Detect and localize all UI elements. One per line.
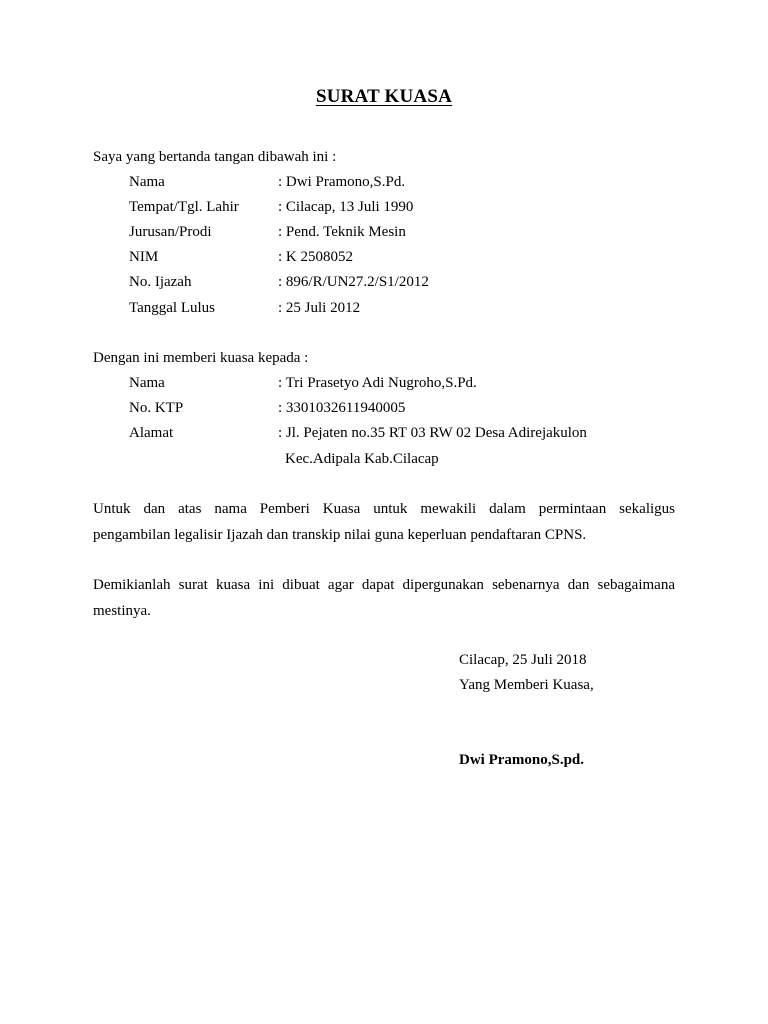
closing-paragraph [93,572,675,624]
grantor-name-label: Nama [129,174,165,190]
purpose-paragraph [93,496,675,548]
grantor-major-value: : Pend. Teknik Mesin [278,224,406,240]
closing-line: mestinya. [93,603,151,619]
grantor-diploma-label: No. Ijazah [129,274,192,290]
grantor-nim-value: : K 2508052 [278,249,353,265]
purpose-line: Untuk dan atas nama Pemberi Kuasa untuk mewakili dalam permintaan sekaligus [93,501,675,517]
grantor-diploma-value: : 896/R/UN27.2/S1/2012 [278,274,429,290]
place-date: Cilacap, 25 Juli 2018 [459,652,587,668]
grantee-ktp-label: No. KTP [129,400,184,416]
grantor-birth-label: Tempat/Tgl. Lahir [129,199,239,215]
grantee-intro: Dengan ini memberi kuasa kepada : [93,350,309,366]
grantor-birth-value: : Cilacap, 13 Juli 1990 [278,199,414,215]
grantee-name-value: : Tri Prasetyo Adi Nugroho,S.Pd. [278,375,477,391]
signer-role: Yang Memberi Kuasa, [459,677,594,693]
grantor-intro: Saya yang bertanda tangan dibawah ini : [93,149,337,165]
grantee-name-label: Nama [129,375,165,391]
signer-name: Dwi Pramono,S.pd. [459,752,585,768]
grantor-graduation-label: Tanggal Lulus [129,300,216,316]
grantee-ktp-value: : 3301032611940005 [278,400,406,416]
grantor-graduation-value: : 25 Juli 2012 [278,300,361,316]
grantor-major-label: Jurusan/Prodi [129,224,212,240]
grantor-nim-label: NIM [129,249,159,265]
grantee-address-value: : Jl. Pejaten no.35 RT 03 RW 02 Desa Adirejakulon [278,425,587,441]
closing-line: Demikianlah surat kuasa ini dibuat agar dapat dipergunakan sebenarnya dan sebagaimana [93,577,675,593]
document-title: SURAT KUASA [315,86,453,107]
grantee-address-label: Alamat [129,425,174,441]
grantee-address-continuation: Kec.Adipala Kab.Cilacap [285,451,439,467]
grantor-name-value: : Dwi Pramono,S.Pd. [278,174,406,190]
purpose-line: pengambilan legalisir Ijazah dan transkip nilai guna keperluan pendaftaran CPNS. [93,527,587,543]
